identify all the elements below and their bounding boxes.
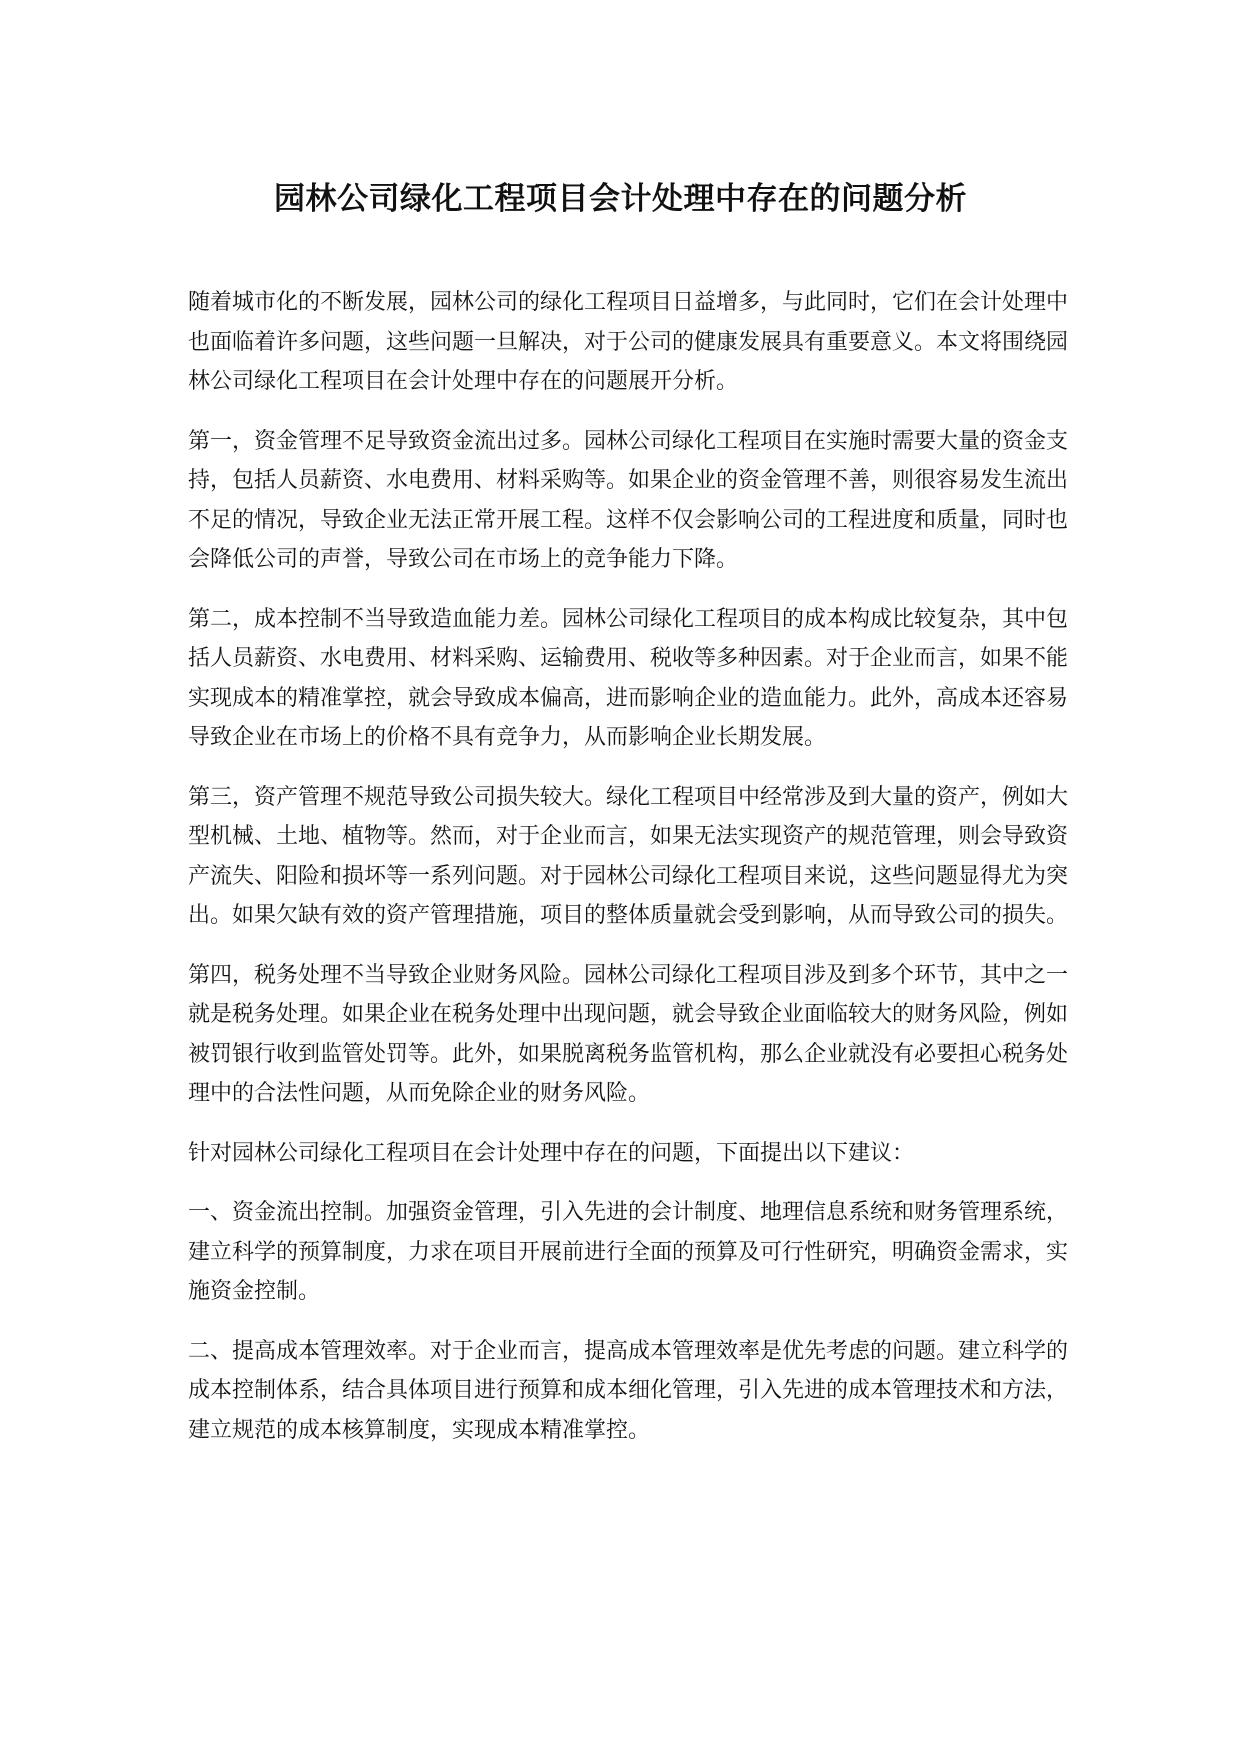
paragraph-issue-4: 第四，税务处理不当导致企业财务风险。园林公司绿化工程项目涉及到多个环节，其中之一就是税务处理。如果企业在税务处理中出现问题，就会导致企业面临较大的财务风险，例如被罚银行收到监管处罚等。此外，如果脱离税务监管机构，那么企业就没有必要担心税务处理中的合法性问题，从而免除企业的财务风险。	[188, 962, 1069, 1106]
paragraph-intro: 随着城市化的不断发展，园林公司的绿化工程项目日益增多，与此同时，它们在会计处理中也面临着许多问题，这些问题一旦解决，对于公司的健康发展具有重要意义。本文将围绕园林公司绿化工程项目在会计处理中存在的问题展开分析。	[188, 290, 1069, 394]
paragraph-suggestion-1: 一、资金流出控制。加强资金管理，引入先进的会计制度、地理信息系统和财务管理系统，建立科学的预算制度，力求在项目开展前进行全面的预算及可行性研究，明确资金需求，实施资金控制。	[188, 1200, 1069, 1304]
document-body	[188, 283, 1071, 1470]
paragraph-suggestions-intro: 针对园林公司绿化工程项目在会计处理中存在的问题，下面提出以下建议：	[188, 1140, 915, 1166]
paragraph-issue-1: 第一，资金管理不足导致资金流出过多。园林公司绿化工程项目在实施时需要大量的资金支持，包括人员薪资、水电费用、材料采购等。如果企业的资金管理不善，则很容易发生流出不足的情况，导致企业无法正常开展工程。这样不仅会影响公司的工程进度和质量，同时也会降低公司的声誉，导致公司在市场上的竞争能力下降。	[188, 428, 1069, 572]
paragraph-issue-2: 第二，成本控制不当导致造血能力差。园林公司绿化工程项目的成本构成比较复杂，其中包括人员薪资、水电费用、材料采购、运输费用、税收等多种因素。对于企业而言，如果不能实现成本的精准掌控，就会导致成本偏高，进而影响企业的造血能力。此外，高成本还容易导致企业在市场上的价格不具有竞争力，从而影响企业长期发展。	[188, 606, 1069, 750]
paragraph-suggestion-2: 二、提高成本管理效率。对于企业而言，提高成本管理效率是优先考虑的问题。建立科学的成本控制体系，结合具体项目进行预算和成本细化管理，引入先进的成本管理技术和方法，建立规范的成本核算制度，实现成本精准掌控。	[188, 1338, 1069, 1443]
document-title: 园林公司绿化工程项目会计处理中存在的问题分析	[274, 181, 967, 217]
paragraph-issue-3: 第三，资产管理不规范导致公司损失较大。绿化工程项目中经常涉及到大量的资产，例如大型机械、土地、植物等。然而，对于企业而言，如果无法实现资产的规范管理，则会导致资产流失、阳险和损坏等一系列问题。对于园林公司绿化工程项目来说，这些问题显得尤为突出。如果欠缺有效的资产管理措施，项目的整体质量就会受到影响，从而导致公司的损失。	[188, 784, 1069, 928]
